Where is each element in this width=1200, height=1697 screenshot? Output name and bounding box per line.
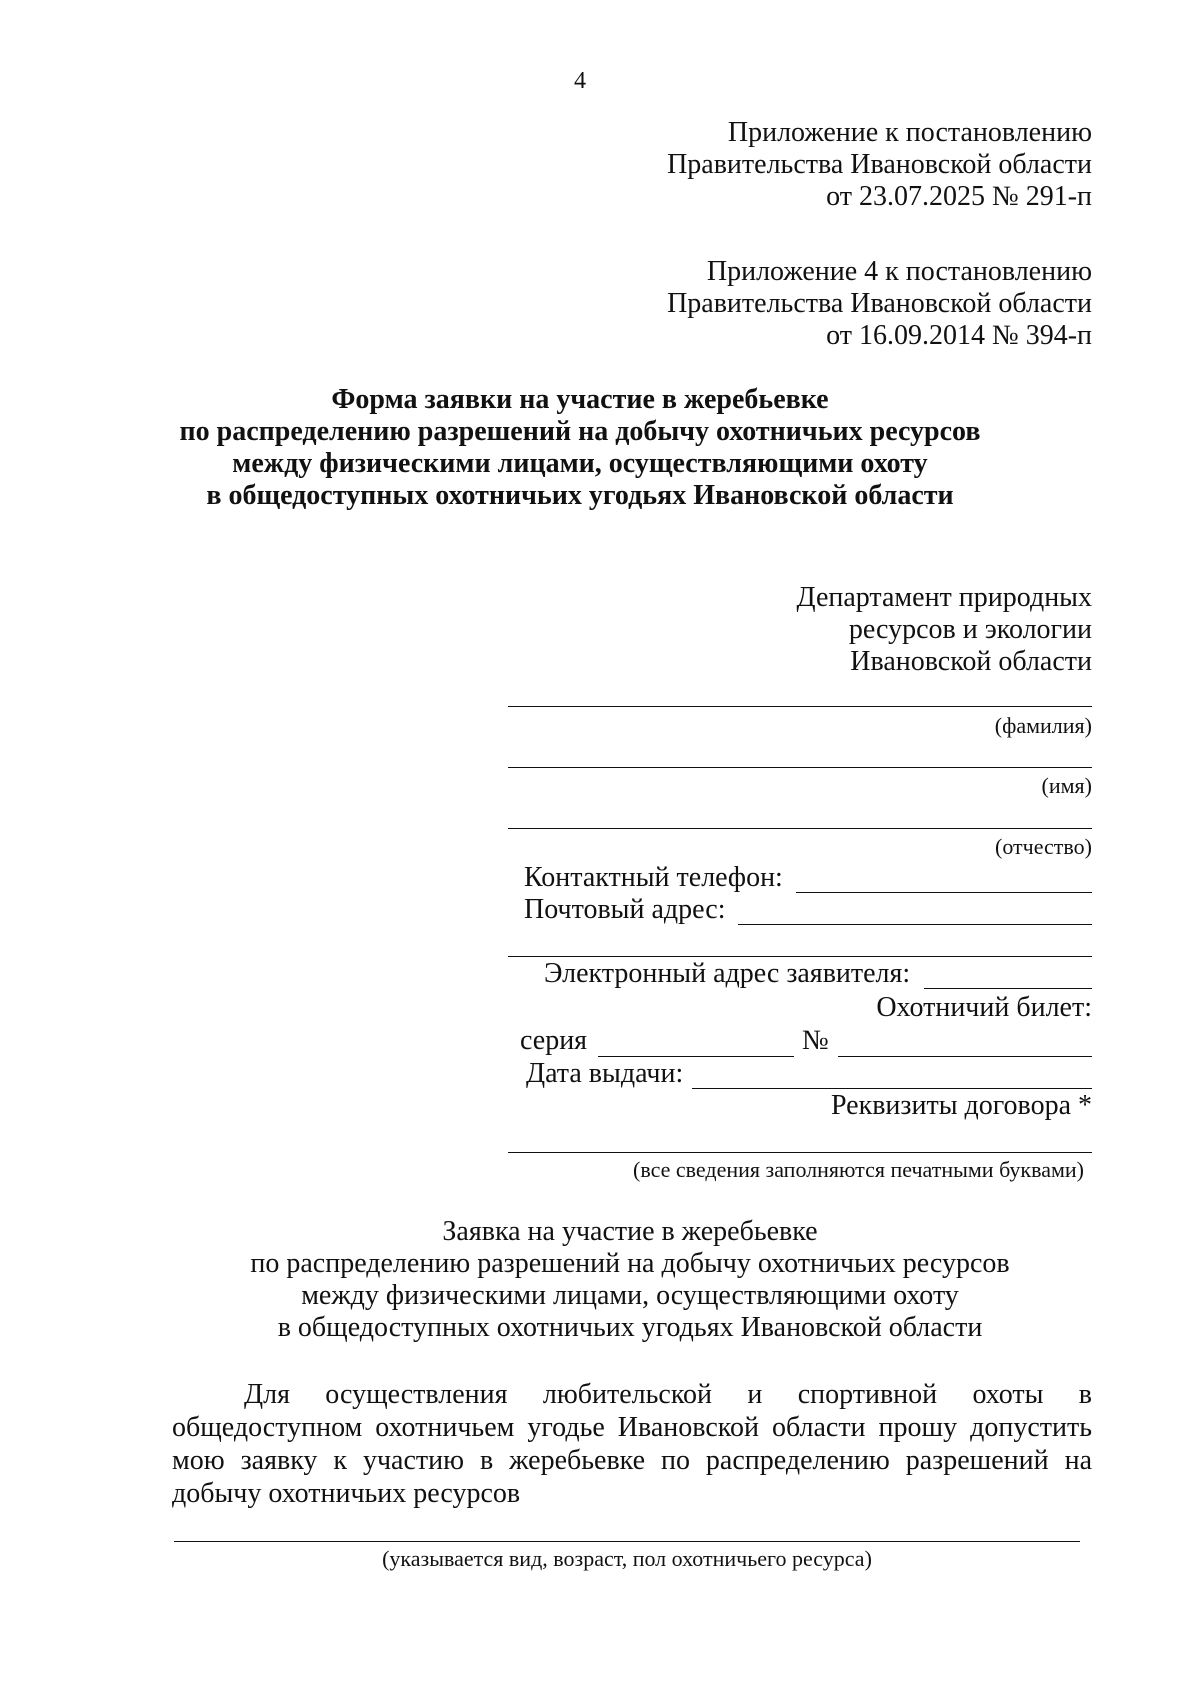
addressee-line-3: Ивановской области: [850, 646, 1092, 677]
contract-field-line[interactable]: [508, 1152, 1092, 1153]
contract-label: Реквизиты договора *: [830, 1090, 1092, 1121]
surname-caption: (фамилия): [994, 713, 1092, 738]
addressee-line-2: ресурсов и экологии: [848, 614, 1092, 645]
postal-address-field-line[interactable]: [738, 924, 1092, 925]
patronymic-field-line[interactable]: [508, 828, 1092, 829]
postal-address-label: Почтовый адрес:: [524, 894, 726, 925]
name-field-line[interactable]: [508, 767, 1092, 768]
application-title-line-3: между физическими лицами, осуществляющими охоту: [301, 1280, 959, 1311]
appendix-2-line-1: Приложение 4 к постановлению: [706, 256, 1092, 287]
application-title-line-4: в общедоступных охотничьих угодьях Ивановской области: [277, 1312, 983, 1343]
appendix-1-line-3: от 23.07.2025 № 291-п: [826, 181, 1092, 212]
issue-date-label: Дата выдачи:: [526, 1058, 684, 1089]
phone-label: Контактный телефон:: [524, 862, 783, 893]
form-title-line-1: Форма заявки на участие в жеребьевке: [331, 384, 829, 415]
form-title-line-4: в общедоступных охотничьих угодьях Ивановской области: [206, 480, 954, 511]
email-field-line[interactable]: [924, 988, 1092, 989]
name-caption: (имя): [1041, 773, 1092, 798]
issue-date-field-line[interactable]: [692, 1088, 1092, 1089]
phone-field-line[interactable]: [796, 892, 1092, 893]
application-title-line-2: по распределению разрешений на добычу охотничьих ресурсов: [250, 1248, 1010, 1279]
addressee-line-1: Департамент природных: [796, 582, 1092, 613]
ticket-number-field-line[interactable]: [838, 1056, 1092, 1057]
appendix-1-line-2: Правительства Ивановской области: [667, 149, 1092, 180]
postal-address-second-line[interactable]: [508, 956, 1092, 957]
hunting-ticket-label: Охотничий билет:: [876, 992, 1092, 1023]
appendix-1-line-1: Приложение к постановлению: [727, 117, 1092, 148]
surname-field-line[interactable]: [508, 706, 1092, 707]
application-paragraph: Для осуществления любительской и спортивной охоты в общедоступном охотничьем угодье Ивановской области прошу допустить мою заявку к участию в жеребьевке по распределению разрешений на добычу охотничьих ресурсов: [172, 1379, 1092, 1509]
block-letters-note: (все сведения заполняются печатными буквами): [633, 1157, 1084, 1182]
application-title-line-1: Заявка на участие в жеребьевке: [442, 1216, 818, 1247]
email-label: Электронный адрес заявителя:: [544, 958, 911, 989]
appendix-2-line-3: от 16.09.2014 № 394-п: [826, 320, 1092, 351]
resource-caption: (указывается вид, возраст, пол охотничьего ресурса): [382, 1546, 872, 1571]
resource-field-line[interactable]: [174, 1541, 1080, 1542]
series-label: серия: [520, 1025, 588, 1056]
appendix-2-line-2: Правительства Ивановской области: [667, 288, 1092, 319]
page-number: 4: [574, 68, 586, 94]
patronymic-caption: (отчество): [995, 834, 1092, 859]
ticket-number-label: №: [802, 1025, 829, 1056]
form-title-line-2: по распределению разрешений на добычу охотничьих ресурсов: [179, 416, 981, 447]
form-title-line-3: между физическими лицами, осуществляющими охоту: [232, 448, 928, 479]
series-field-line[interactable]: [598, 1056, 794, 1057]
